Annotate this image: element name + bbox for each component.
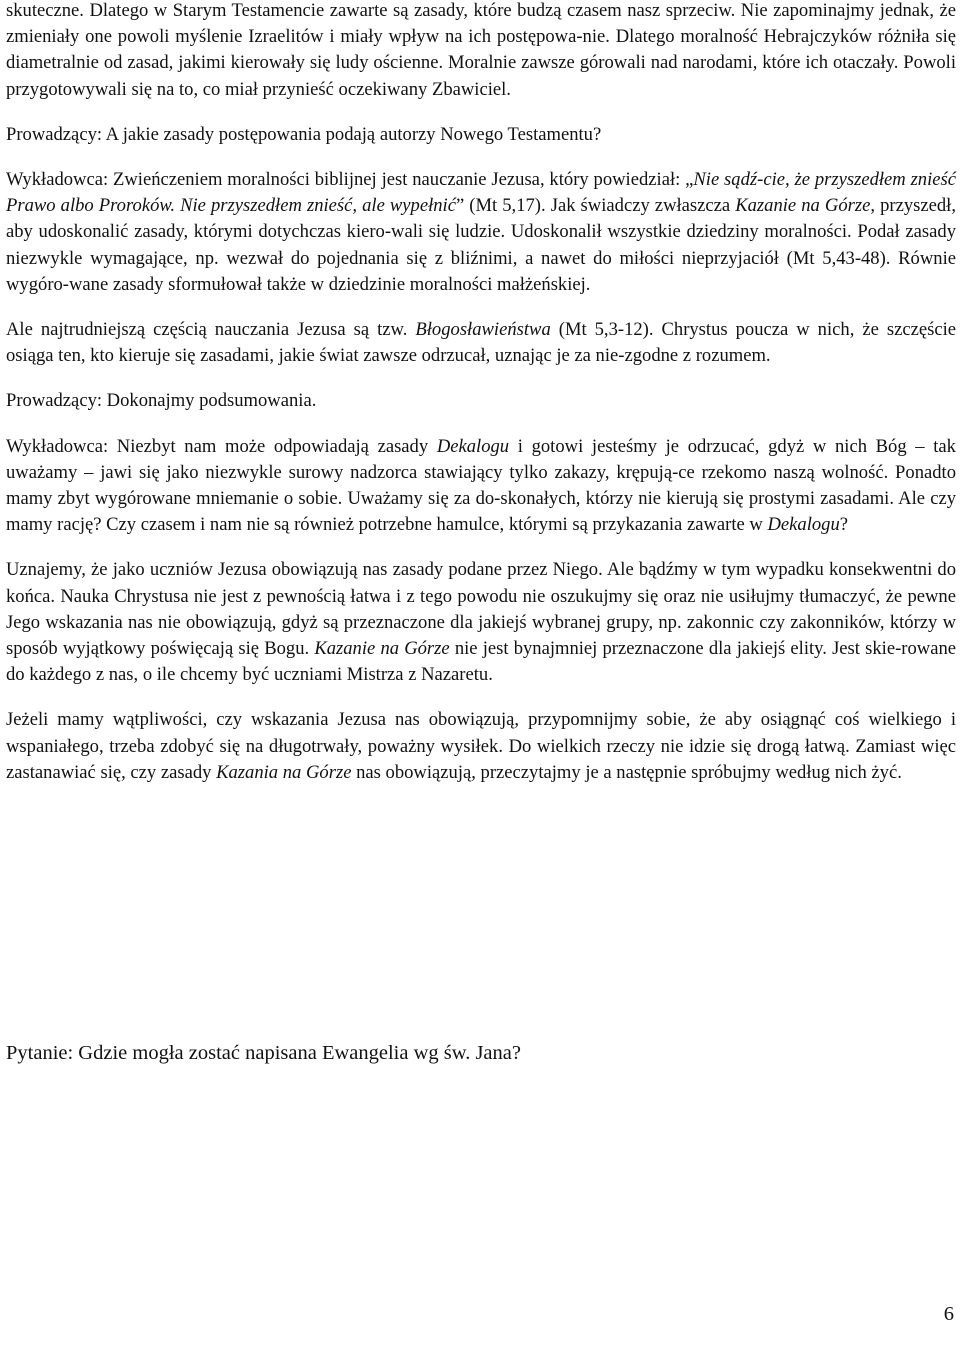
closing-question: Pytanie: Gdzie mogła zostać napisana Ewangelia wg św. Jana? xyxy=(6,1042,521,1064)
text-segment: Wykładowca: Niezbyt nam może odpowiadają zasady xyxy=(6,435,437,457)
text-segment: nas obowiązują, przeczytajmy je a następnie spróbujmy według nich żyć. xyxy=(351,761,902,783)
paragraph-doubts xyxy=(6,707,956,786)
text-segment: Jeżeli mamy wątpliwości, czy wskazania Jezusa nas obowiązują, przypomnijmy sobie, że aby osiągnąć coś wielkiego i wspaniałego, trzeba zdobyć się na długotrwały, poważny wysiłek. Do wielkich rzeczy nie idzie się drogą łatwą. Zamiast więc zastanawiać się, czy zasady xyxy=(6,709,956,783)
text-segment: skuteczne. Dlatego w Starym Testamencie zawarte są zasady, które budzą czasem nasz sprzeciw. Nie zapominajmy jednak, że zmieniały one powoli myślenie Izraelitów i miały wpływ na ich postępowa-nie. Dlatego moralność Hebrajczyków różniła się diametralnie od zasad, jakimi kierowały się ludy ościenne. Moralnie zawsze górowali nad narodami, które ich otaczały. Powoli przygotowywali się na to, co miał przynieść oczekiwany Zbawiciel. xyxy=(6,0,956,100)
text-segment: Ale najtrudniejszą częścią nauczania Jezusa są tzw. xyxy=(6,319,416,341)
italic-text-segment: Kazanie na Górze xyxy=(314,638,450,660)
text-segment: Uznajemy, że jako uczniów Jezusa obowiązują nas zasady podane przez Niego. Ale bądźmy w tym wypadku konsekwentni do końca. Nauka Chrystusa nie jest z pewnością łatwa i z tego powodu nie oszukujmy się oraz nie usiłujmy tłumaczyć, że pewne Jego wskazania nas nie obowiązują, gdyż są przeznaczone dla jakiejś wybranej grupy, np. zakonnic czy zakonników, którzy w sposób wyjątkowy poświęcają się Bogu. xyxy=(6,559,956,660)
italic-text-segment: Dekalogu xyxy=(436,435,510,457)
paragraph-disciples-consistency xyxy=(6,557,956,688)
lecturer-answer-new-testament xyxy=(6,167,956,298)
text-segment: Prowadzący: Dokonajmy podsumowania. xyxy=(6,390,317,412)
text-segment: Prowadzący: A jakie zasady postępowania podają autorzy Nowego Testamentu? xyxy=(6,123,602,145)
italic-text-segment: Kazania na Górze xyxy=(216,761,352,783)
page-number: 6 xyxy=(943,1303,954,1325)
text-segment: (Mt 5,3-12). Chrystus poucza w nich, że szczęście osiąga ten, kto kieruje się zasadami, jakie świat zawsze odrzucał, uznając je za nie-zgodne z rozumem. xyxy=(6,319,956,367)
text-segment: nie jest bynajmniej przeznaczone dla jakiejś elity. Jest skie-rowane do każdego z nas, o ile chcemy być uczniami Mistrza z Nazaretu. xyxy=(6,638,956,686)
moderator-summary-prompt xyxy=(6,388,956,414)
text-segment: ” (Mt 5,17). Jak świadczy zwłaszcza xyxy=(455,195,736,217)
document-page xyxy=(6,0,956,805)
italic-text-segment: Błogosławieństwa xyxy=(415,319,551,341)
italic-text-segment: Kazanie na Górze xyxy=(735,195,871,217)
paragraph-intro xyxy=(6,0,956,103)
text-segment: Wykładowca: Zwieńczeniem moralności biblijnej jest nauczanie Jezusa, który powiedział: „ xyxy=(6,169,694,191)
italic-text-segment: Dekalogu xyxy=(767,514,840,536)
paragraph-beatitudes xyxy=(6,317,956,369)
text-segment: , przyszedł, aby udoskonalić zasady, którymi dotychczas kiero-wali się ludzie. Udoskonalił wszystkie dziedziny moralności. Podał zasady niezwykle wymagające, np. wezwał do pojednania się z bliźnimi, a nawet do miłości nieprzyjaciół (Mt 5,43-48). Równie wygóro-wane zasady sformułował także w dziedzinie moralności małżeńskiej. xyxy=(6,195,956,295)
text-segment: i gotowi jesteśmy je odrzucać, gdyż w nich Bóg – tak uważamy – jawi się jako niezwykle surowy nadzorca stawiający tylko zakazy, krępują-ce rzekomo naszą wolność. Ponadto mamy zbyt wygórowane mniemanie o sobie. Uważamy się za do-skonałych, którzy nie kierują się prostymi zasadami. Ale czy mamy rację? Czy czasem i nam nie są również potrzebne hamulce, którymi są przykazania zawarte w xyxy=(6,435,956,536)
text-segment: ? xyxy=(839,514,849,536)
lecturer-summary-decalogue xyxy=(6,434,956,539)
italic-text-segment: Nie sądź-cie, że przyszedłem znieść Prawo albo Proroków. Nie przyszedłem znieść, ale wypełnić xyxy=(6,169,957,217)
moderator-question-new-testament xyxy=(6,122,956,148)
